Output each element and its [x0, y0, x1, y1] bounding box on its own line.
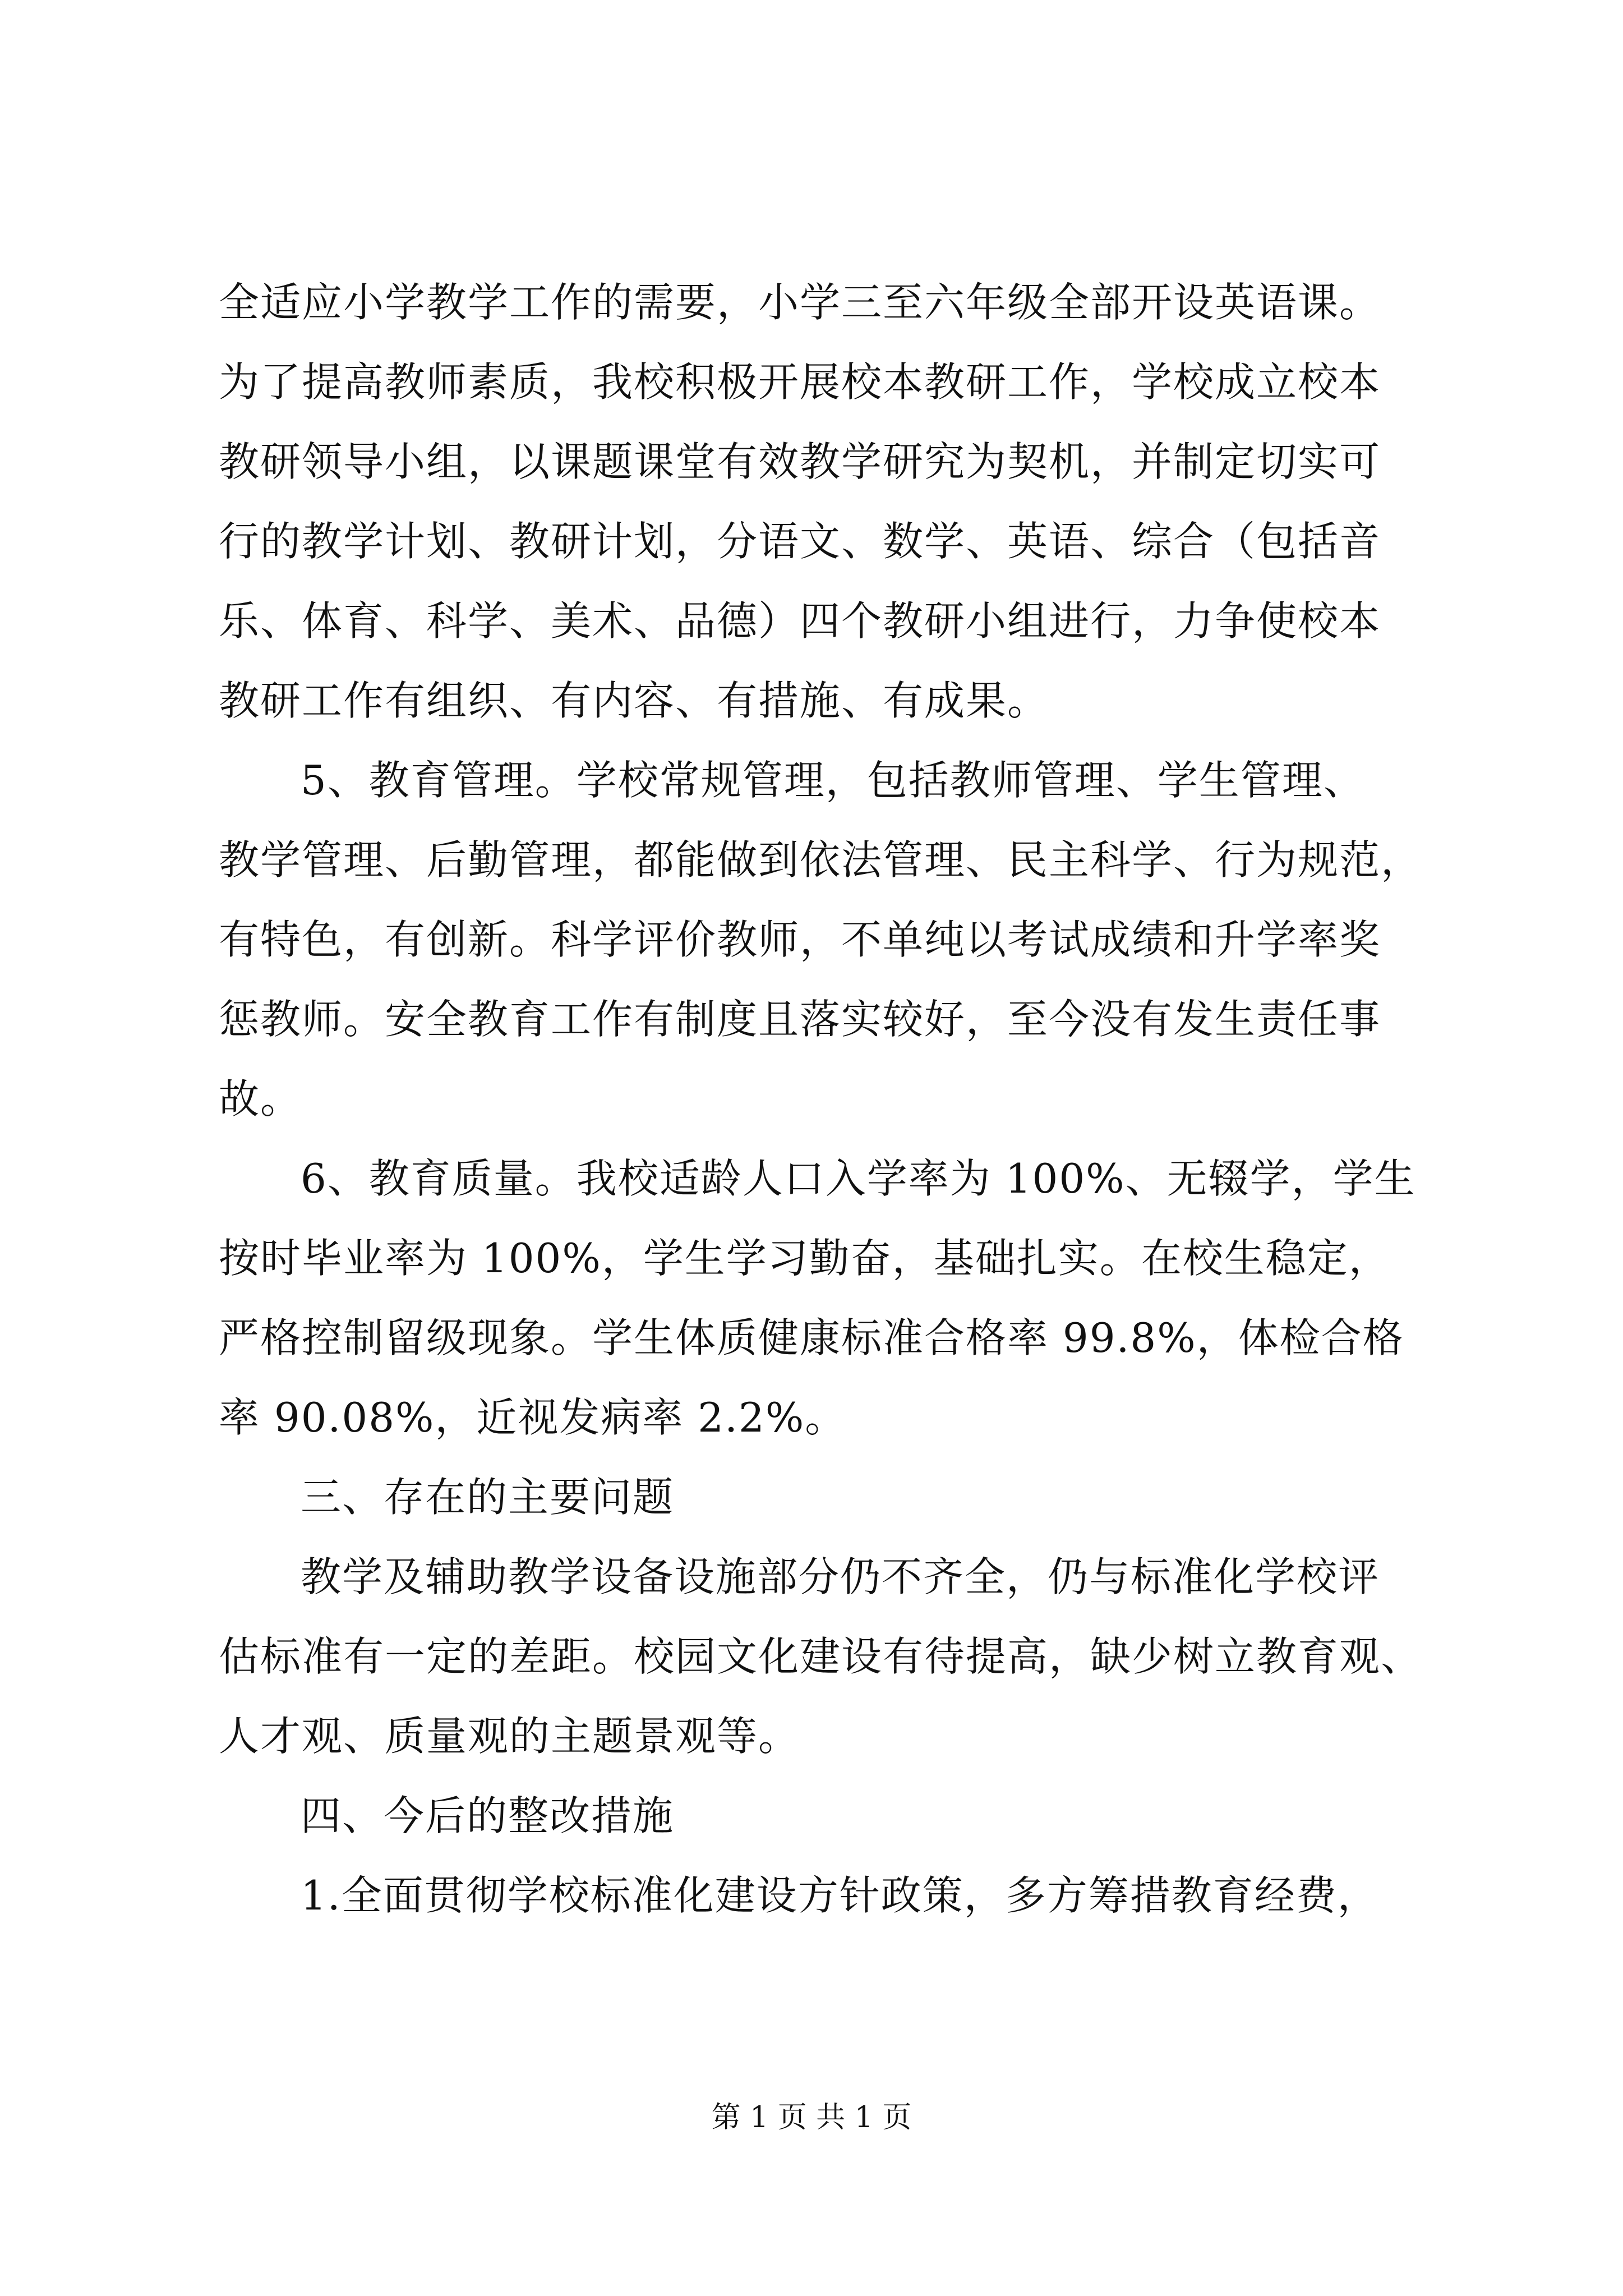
text-line: 全适应小学教学工作的需要，小学三至六年级全部开设英语课。: [219, 279, 1381, 326]
section-heading: 四、今后的整改措施: [301, 1792, 675, 1839]
text-line: 惩教师。安全教育工作有制度且落实较好，至今没有发生责任事: [219, 996, 1381, 1043]
paragraph-start-line: 教学及辅助教学设备设施部分仍不齐全，仍与标准化学校评: [301, 1553, 1380, 1600]
text-line: 为了提高教师素质，我校积极开展校本教研工作，学校成立校本: [219, 358, 1381, 406]
text-line: 教研工作有组织、有内容、有措施、有成果。: [219, 677, 1049, 724]
text-line: 故。: [219, 1075, 302, 1122]
document-body: [219, 263, 1430, 1935]
paragraph-start-line: 5、教育管理。学校常规管理，包括教师管理、学生管理、: [301, 757, 1365, 804]
text-line: 率 90.08%，近视发病率 2.2%。: [219, 1394, 847, 1441]
section-heading: 三、存在的主要问题: [301, 1474, 675, 1521]
text-line: 有特色，有创新。科学评价教师，不单纯以考试成绩和升学率奖: [219, 916, 1381, 963]
paragraph-start-line: 1.全面贯彻学校标准化建设方针政策，多方筹措教育经费，: [301, 1872, 1379, 1919]
page-footer: 第 1 页 共 1 页: [711, 2101, 912, 2134]
text-line: 严格控制留级现象。学生体质健康标准合格率 99.8%，体检合格: [219, 1314, 1404, 1361]
text-line: 教学管理、后勤管理，都能做到依法管理、民主科学、行为规范，: [219, 836, 1423, 884]
text-line: 乐、体育、科学、美术、品德）四个教研小组进行，力争使校本: [219, 597, 1381, 645]
text-line: 按时毕业率为 100%，学生学习勤奋，基础扎实。在校生稳定，: [219, 1235, 1390, 1282]
text-line: 估标准有一定的差距。校园文化建设有待提高，缺少树立教育观、: [219, 1633, 1423, 1680]
paragraph-start-line: 6、教育质量。我校适龄人口入学率为 100%、无辍学，学生: [301, 1155, 1416, 1202]
text-line: 行的教学计划、教研计划，分语文、数学、英语、综合（包括音: [219, 518, 1381, 565]
text-line: 人才观、质量观的主题景观等。: [219, 1713, 800, 1760]
text-line: 教研领导小组，以课题课堂有效教学研究为契机，并制定切实可: [219, 438, 1381, 485]
